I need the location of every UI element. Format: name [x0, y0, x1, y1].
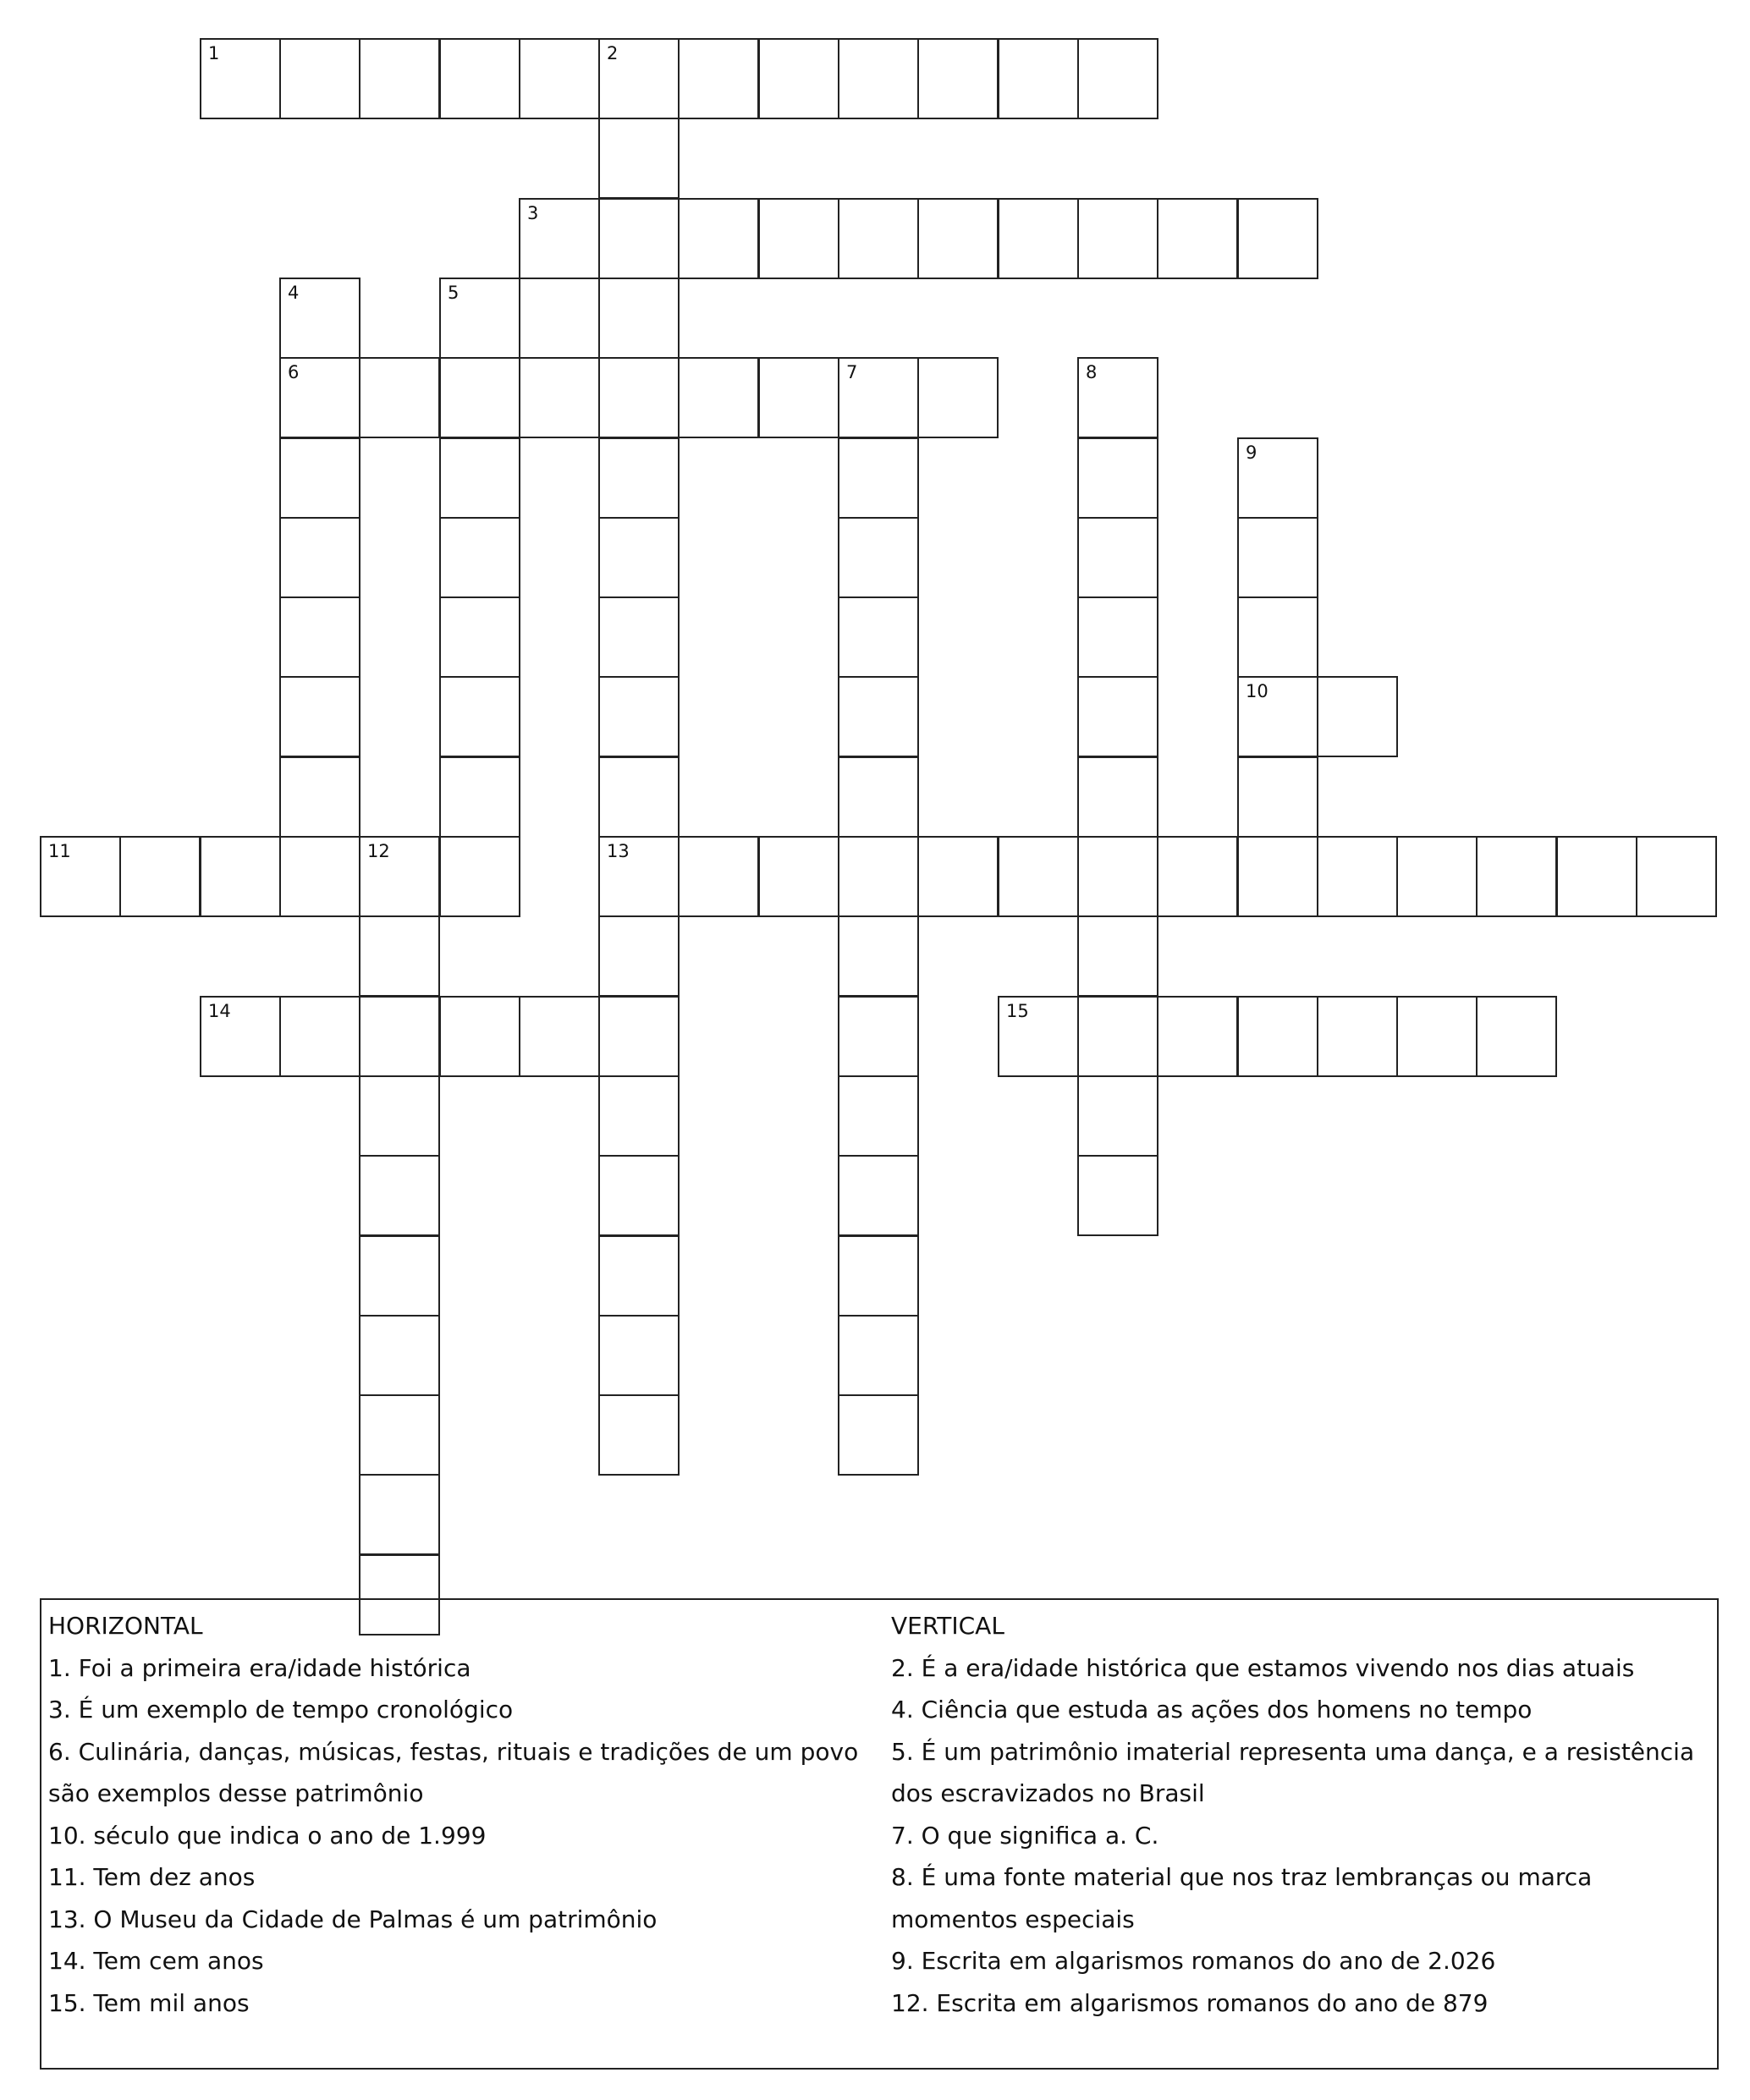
crossword-cell[interactable] [1237, 756, 1318, 838]
crossword-cell[interactable] [279, 756, 360, 838]
crossword-cell[interactable] [439, 517, 520, 598]
crossword-cell[interactable] [838, 1394, 919, 1476]
crossword-cell[interactable] [40, 836, 121, 917]
clue-number: 4 [288, 283, 300, 303]
crossword-cell[interactable] [279, 437, 360, 519]
crossword-cell[interactable] [1476, 836, 1557, 917]
crossword-cell[interactable] [678, 198, 759, 279]
crossword-cell[interactable] [838, 1075, 919, 1157]
crossword-cell[interactable] [1237, 676, 1318, 757]
crossword-cell[interactable] [439, 357, 520, 438]
clue-v-7: 7. O que significa a. C. [891, 1821, 1159, 1850]
crossword-cell[interactable] [200, 996, 281, 1077]
clue-number: 14 [208, 1001, 231, 1021]
crossword-cell[interactable] [598, 437, 680, 519]
crossword-cell[interactable] [598, 676, 680, 757]
crossword-cell[interactable] [598, 198, 680, 279]
crossword-cell[interactable] [279, 996, 360, 1077]
crossword-cell[interactable] [1077, 1155, 1158, 1236]
crossword-cell[interactable] [1077, 517, 1158, 598]
crossword-cell[interactable] [838, 198, 919, 279]
crossword-cell[interactable] [678, 836, 759, 917]
crossword-cell[interactable] [758, 198, 839, 279]
crossword-cell[interactable] [1237, 198, 1318, 279]
clue-number: 2 [607, 43, 619, 63]
crossword-cell[interactable] [359, 357, 440, 438]
clue-number: 11 [48, 841, 71, 861]
crossword-cell[interactable] [519, 198, 600, 279]
crossword-cell[interactable] [598, 915, 680, 997]
crossword-cell[interactable] [1396, 836, 1478, 917]
crossword-cell[interactable] [1077, 915, 1158, 997]
crossword-cell[interactable] [279, 38, 360, 119]
crossword-cell[interactable] [1556, 836, 1637, 917]
crossword-cell[interactable] [838, 1315, 919, 1396]
horizontal-clues [48, 1605, 894, 2024]
crossword-cell[interactable] [678, 38, 759, 119]
crossword-cell[interactable] [1077, 437, 1158, 519]
crossword-cell[interactable] [439, 996, 520, 1077]
clue-number: 1 [208, 43, 220, 63]
crossword-cell[interactable] [917, 357, 999, 438]
crossword-cell[interactable] [279, 836, 360, 917]
clue-v-4: 4. Ciência que estuda as ações dos homens no tempo [891, 1696, 1533, 1723]
crossword-cell[interactable] [1077, 198, 1158, 279]
crossword-cell[interactable] [439, 596, 520, 678]
crossword-cell[interactable] [598, 1315, 680, 1396]
crossword-cell[interactable] [279, 676, 360, 757]
crossword-cell[interactable] [838, 676, 919, 757]
crossword-cell[interactable] [1237, 996, 1318, 1077]
crossword-cell[interactable] [1157, 198, 1238, 279]
crossword-cell[interactable] [598, 38, 680, 119]
crossword-cell[interactable] [838, 38, 919, 119]
vertical-clues [891, 1605, 1716, 2024]
crossword-cell[interactable] [758, 836, 839, 917]
vertical-title: VERTICAL [891, 1612, 1004, 1640]
crossword-cell[interactable] [359, 1075, 440, 1157]
clue-h-6: 6. Culinária, danças, músicas, festas, rituais e tradições de um povo são exemplos desse patrimônio [48, 1737, 859, 1807]
crossword-cell[interactable] [838, 756, 919, 838]
crossword-cell[interactable] [917, 836, 999, 917]
crossword-cell[interactable] [1636, 836, 1717, 917]
crossword-cell[interactable] [359, 1394, 440, 1476]
crossword-cell[interactable] [758, 38, 839, 119]
crossword-cell[interactable] [359, 1235, 440, 1317]
crossword-cell[interactable] [439, 38, 520, 119]
clue-h-15: 15. Tem mil anos [48, 1988, 250, 2017]
crossword-cell[interactable] [519, 38, 600, 119]
crossword-cell[interactable] [917, 198, 999, 279]
crossword-cell[interactable] [838, 437, 919, 519]
clue-h-1: 1. Foi a primeira era/idade histórica [48, 1653, 471, 1682]
clue-number: 5 [448, 283, 460, 303]
crossword-cell[interactable] [598, 1235, 680, 1317]
crossword-cell[interactable] [598, 517, 680, 598]
clue-h-11: 11. Tem dez anos [48, 1863, 256, 1891]
crossword-cell[interactable] [1077, 38, 1158, 119]
clue-number: 12 [367, 841, 390, 861]
crossword-cell[interactable] [1077, 357, 1158, 438]
crossword-cell[interactable] [359, 1474, 440, 1555]
crossword-cell[interactable] [998, 38, 1079, 119]
crossword-cell[interactable] [598, 278, 680, 359]
crossword-cell[interactable] [279, 278, 360, 359]
crossword-cell[interactable] [359, 1315, 440, 1396]
crossword-cell[interactable] [359, 836, 440, 917]
crossword-cell[interactable] [200, 836, 281, 917]
crossword-cell[interactable] [598, 596, 680, 678]
crossword-cell[interactable] [439, 437, 520, 519]
clue-v-2: 2. É a era/idade histórica que estamos vivendo nos dias atuais [891, 1653, 1635, 1682]
crossword-cell[interactable] [998, 996, 1079, 1077]
clue-h-14: 14. Tem cem anos [48, 1947, 264, 1975]
crossword-cell[interactable] [838, 517, 919, 598]
crossword-cell[interactable] [1237, 437, 1318, 519]
crossword-cell[interactable] [598, 1394, 680, 1476]
crossword-cell[interactable] [838, 1155, 919, 1236]
clue-v-5: 5. É um patrimônio imaterial representa uma dança, e a resistência dos escravizados no Brasil [891, 1737, 1695, 1807]
crossword-cell[interactable] [439, 278, 520, 359]
crossword-cell[interactable] [598, 996, 680, 1077]
crossword-cell[interactable] [1317, 836, 1398, 917]
crossword-cell[interactable] [598, 118, 680, 199]
crossword-cell[interactable] [359, 915, 440, 997]
clue-number: 3 [527, 203, 539, 223]
crossword-cell[interactable] [838, 1235, 919, 1317]
clue-h-3: 3. É um exemplo de tempo cronológico [48, 1696, 514, 1723]
crossword-cell[interactable] [1077, 596, 1158, 678]
crossword-cell[interactable] [838, 836, 919, 917]
crossword-cell[interactable] [439, 756, 520, 838]
crossword-cell[interactable] [1317, 676, 1398, 757]
crossword-cell[interactable] [838, 996, 919, 1077]
crossword-cell[interactable] [838, 357, 919, 438]
crossword-cell[interactable] [359, 996, 440, 1077]
crossword-cell[interactable] [758, 357, 839, 438]
clue-number: 13 [607, 841, 630, 861]
crossword-cell[interactable] [998, 836, 1079, 917]
clue-number: 6 [288, 362, 300, 382]
crossword-cell[interactable] [439, 676, 520, 757]
crossword-cell[interactable] [917, 38, 999, 119]
crossword-cell[interactable] [598, 1155, 680, 1236]
clue-v-9: 9. Escrita em algarismos romanos do ano de 2.026 [891, 1947, 1496, 1975]
crossword-cell[interactable] [359, 1155, 440, 1236]
crossword-cell[interactable] [1077, 996, 1158, 1077]
crossword-cell[interactable] [279, 596, 360, 678]
crossword-cell[interactable] [838, 915, 919, 997]
crossword-cell[interactable] [598, 1075, 680, 1157]
crossword-cell[interactable] [1237, 596, 1318, 678]
crossword-cell[interactable] [1077, 676, 1158, 757]
crossword-cell[interactable] [678, 357, 759, 438]
clue-v-12: 12. Escrita em algarismos romanos do ano de 879 [891, 1988, 1489, 2017]
crossword-cell[interactable] [1396, 996, 1478, 1077]
clue-number: 8 [1086, 362, 1098, 382]
crossword-cell[interactable] [1157, 836, 1238, 917]
crossword-cell[interactable] [838, 596, 919, 678]
crossword-cell[interactable] [1077, 836, 1158, 917]
clue-number: 9 [1246, 443, 1257, 463]
crossword-cell[interactable] [1077, 1075, 1158, 1157]
clue-v-8: 8. É uma fonte material que nos traz lembranças ou marca momentos especiais [891, 1863, 1593, 1933]
crossword-cell[interactable] [279, 357, 360, 438]
crossword-cell[interactable] [1157, 996, 1238, 1077]
clues-panel [40, 1598, 1719, 2070]
clue-h-13: 13. O Museu da Cidade de Palmas é um patrimônio [48, 1905, 658, 1933]
crossword-cell[interactable] [598, 357, 680, 438]
crossword-cell[interactable] [598, 836, 680, 917]
crossword-cell[interactable] [1317, 996, 1398, 1077]
crossword-cell[interactable] [1476, 996, 1557, 1077]
crossword-cell[interactable] [519, 357, 600, 438]
crossword-cell[interactable] [1077, 756, 1158, 838]
clue-number: 7 [846, 362, 858, 382]
crossword-cell[interactable] [998, 198, 1079, 279]
crossword-cell[interactable] [359, 38, 440, 119]
crossword-cell[interactable] [279, 517, 360, 598]
crossword-cell[interactable] [119, 836, 201, 917]
crossword-cell[interactable] [598, 756, 680, 838]
clue-h-10: 10. século que indica o ano de 1.999 [48, 1821, 487, 1850]
crossword-cell[interactable] [1237, 836, 1318, 917]
crossword-cell[interactable] [1237, 517, 1318, 598]
clue-number: 15 [1006, 1001, 1029, 1021]
crossword-cell[interactable] [519, 996, 600, 1077]
clue-number: 10 [1246, 681, 1268, 701]
crossword-cell[interactable] [200, 38, 281, 119]
crossword-cell[interactable] [439, 836, 520, 917]
horizontal-title: HORIZONTAL [48, 1612, 203, 1640]
